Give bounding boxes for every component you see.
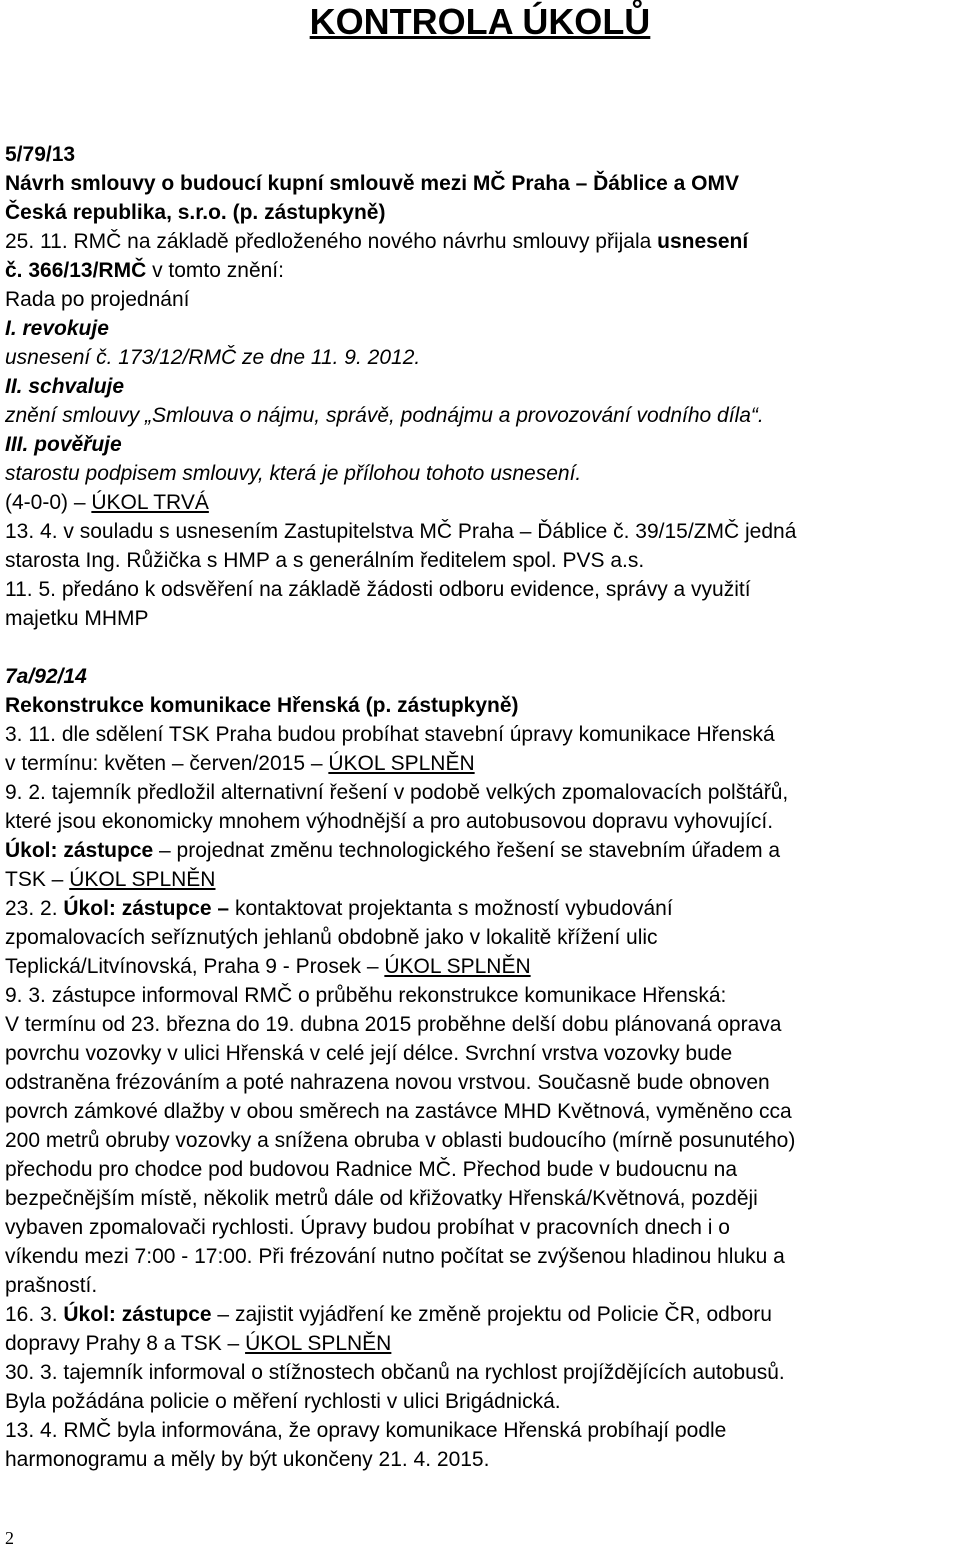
text-line	[5, 488, 955, 517]
text-run: víkendu mezi 7:00 - 17:00. Při frézování nutno počítat se zvýšenou hladinou hluku a	[5, 1245, 785, 1268]
text-run: Návrh smlouvy o budoucí kupní smlouvě mezi MČ Praha – Ďáblice a OMV	[5, 172, 740, 195]
text-line	[5, 285, 955, 314]
section-gap	[5, 633, 955, 662]
text-run: č. 366/13/RMČ	[5, 259, 147, 282]
text-run: Česká republika, s.r.o. (p. zástupkyně)	[5, 201, 386, 224]
text-run: 9. 3. zástupce informoval RMČ o průběhu rekonstrukce komunikace Hřenská:	[5, 984, 727, 1007]
text-run: které jsou ekonomicky mnohem výhodnější a pro autobusovou dopravu vyhovující.	[5, 810, 774, 833]
text-line	[5, 1416, 955, 1445]
task-status: ÚKOL SPLNĚN	[384, 955, 531, 978]
text-line	[5, 256, 955, 285]
text-line	[5, 1300, 955, 1329]
task-item	[5, 662, 955, 1474]
text-run: 5/79/13	[5, 143, 76, 166]
text-line	[5, 836, 955, 865]
text-line	[5, 691, 955, 720]
text-line	[5, 546, 955, 575]
text-line	[5, 807, 955, 836]
text-line	[5, 1213, 955, 1242]
text-line	[5, 865, 955, 894]
text-line	[5, 1445, 955, 1474]
text-line	[5, 227, 955, 256]
text-line	[5, 720, 955, 749]
text-line	[5, 1155, 955, 1184]
text-line	[5, 662, 955, 691]
text-line	[5, 575, 955, 604]
text-run: Rada po projednání	[5, 288, 190, 311]
text-run: 3. 11. dle sdělení TSK Praha budou probíhat stavební úpravy komunikace Hřenská	[5, 723, 775, 746]
text-run: Byla požádána policie o měření rychlosti v ulici Brigádnická.	[5, 1390, 561, 1413]
text-run: 30. 3. tajemník informoval o stížnostech občanů na rychlost projíždějících autobusů.	[5, 1361, 785, 1384]
text-line	[5, 169, 955, 198]
text-line	[5, 894, 955, 923]
text-line	[5, 1097, 955, 1126]
text-run: povrch zámkové dlažby v obou směrech na zastávce MHD Květnová, vyměněno cca	[5, 1100, 792, 1123]
text-run: starosta Ing. Růžička s HMP a s generálním ředitelem spol. PVS a.s.	[5, 549, 645, 572]
text-run: usnesení č. 173/12/RMČ ze dne 11. 9. 2012.	[5, 346, 421, 369]
task-status: ÚKOL SPLNĚN	[69, 868, 216, 891]
text-run: Úkol: zástupce	[63, 1303, 212, 1326]
text-line	[5, 1039, 955, 1068]
text-line	[5, 1271, 955, 1300]
text-run: zpomalovacích seříznutých jehlanů obdobně jako v lokalitě křížení ulic	[5, 926, 658, 949]
text-line	[5, 604, 955, 633]
text-run: (4-0-0) –	[5, 491, 92, 514]
text-run: II. schvaluje	[5, 375, 125, 398]
text-line	[5, 1126, 955, 1155]
text-line	[5, 1068, 955, 1097]
text-run: odstraněna frézováním a poté nahrazena novou vrstvou. Současně bude obnoven	[5, 1071, 770, 1094]
text-run: harmonogramu a měly by být ukončeny 21. 4. 2015.	[5, 1448, 490, 1471]
text-line	[5, 1358, 955, 1387]
text-line	[5, 749, 955, 778]
text-run: I. revokuje	[5, 317, 109, 340]
text-run: 13. 4. v souladu s usnesením Zastupitelstva MČ Praha – Ďáblice č. 39/15/ZMČ jedná	[5, 520, 797, 543]
text-run: vybaven zpomalovači rychlosti. Úpravy budou probíhat v pracovních dnech i o	[5, 1216, 730, 1239]
text-line	[5, 140, 955, 169]
text-run: Rekonstrukce komunikace Hřenská (p. zástupkyně)	[5, 694, 519, 717]
text-line	[5, 952, 955, 981]
text-run: znění smlouvy „Smlouva o nájmu, správě, podnájmu a provozování vodního díla“.	[5, 404, 764, 427]
text-run: 13. 4. RMČ byla informována, že opravy komunikace Hřenská probíhají podle	[5, 1419, 727, 1442]
text-run: v tomto znění:	[146, 259, 284, 282]
text-run: prašností.	[5, 1274, 98, 1297]
text-run: bezpečnějším místě, několik metrů dále od křižovatky Hřenská/Květnová, později	[5, 1187, 758, 1210]
text-line	[5, 1387, 955, 1416]
text-run: dopravy Prahy 8 a TSK –	[5, 1332, 246, 1355]
text-run: 7a/92/14	[5, 665, 87, 688]
text-run: 23. 2.	[5, 897, 64, 920]
text-run: Úkol: zástupce	[5, 839, 154, 862]
text-line	[5, 778, 955, 807]
task-item	[5, 140, 955, 633]
text-run: přechodu pro chodce pod budovou Radnice MČ. Přechod bude v budoucnu na	[5, 1158, 738, 1181]
text-line	[5, 1184, 955, 1213]
text-line	[5, 343, 955, 372]
text-run: – projednat změnu technologického řešení se stavebním úřadem a	[153, 839, 781, 862]
text-run: starostu podpisem smlouvy, která je přílohou tohoto usnesení.	[5, 462, 582, 485]
text-run: – zajistit vyjádření ke změně projektu od Policie ČR, odboru	[211, 1303, 772, 1326]
text-run: kontaktovat projektanta s možností vybudování	[229, 897, 673, 920]
text-run: 16. 3.	[5, 1303, 64, 1326]
page-number: 2	[5, 1528, 14, 1548]
task-list	[5, 140, 955, 1474]
text-line	[5, 401, 955, 430]
text-line	[5, 198, 955, 227]
text-run: V termínu od 23. března do 19. dubna 2015 proběhne delší dobu plánovaná oprava	[5, 1013, 782, 1036]
text-run: 25. 11. RMČ na základě předloženého nového návrhu smlouvy přijala	[5, 230, 658, 253]
text-line	[5, 981, 955, 1010]
page-title: KONTROLA ÚKOLŮ	[309, 1, 651, 42]
text-line	[5, 1010, 955, 1039]
text-line	[5, 314, 955, 343]
text-run: TSK –	[5, 868, 70, 891]
text-line	[5, 430, 955, 459]
task-status: ÚKOL SPLNĚN	[245, 1332, 392, 1355]
text-run: usnesení	[657, 230, 749, 253]
task-status: ÚKOL SPLNĚN	[328, 752, 475, 775]
text-line	[5, 517, 955, 546]
task-status: ÚKOL TRVÁ	[91, 491, 209, 514]
text-line	[5, 372, 955, 401]
text-run: Teplická/Litvínovská, Praha 9 - Prosek –	[5, 955, 385, 978]
text-run: 9. 2. tajemník předložil alternativní řešení v podobě velkých zpomalovacích polštářů,	[5, 781, 789, 804]
text-run: 200 metrů obruby vozovky a snížena obruba v oblasti budoucího (mírně posunutého)	[5, 1129, 796, 1152]
text-run: III. pověřuje	[5, 433, 122, 456]
text-run: majetku MHMP	[5, 607, 149, 630]
text-line	[5, 1242, 955, 1271]
text-run: 11. 5. předáno k odsvěření na základě žádosti odboru evidence, správy a využití	[5, 578, 751, 601]
text-line	[5, 923, 955, 952]
text-run: povrchu vozovky v ulici Hřenská v celé její délce. Svrchní vrstva vozovky bude	[5, 1042, 733, 1065]
text-line	[5, 1329, 955, 1358]
text-line	[5, 459, 955, 488]
text-run: v termínu: květen – červen/2015 –	[5, 752, 329, 775]
text-run: Úkol: zástupce –	[63, 897, 230, 920]
